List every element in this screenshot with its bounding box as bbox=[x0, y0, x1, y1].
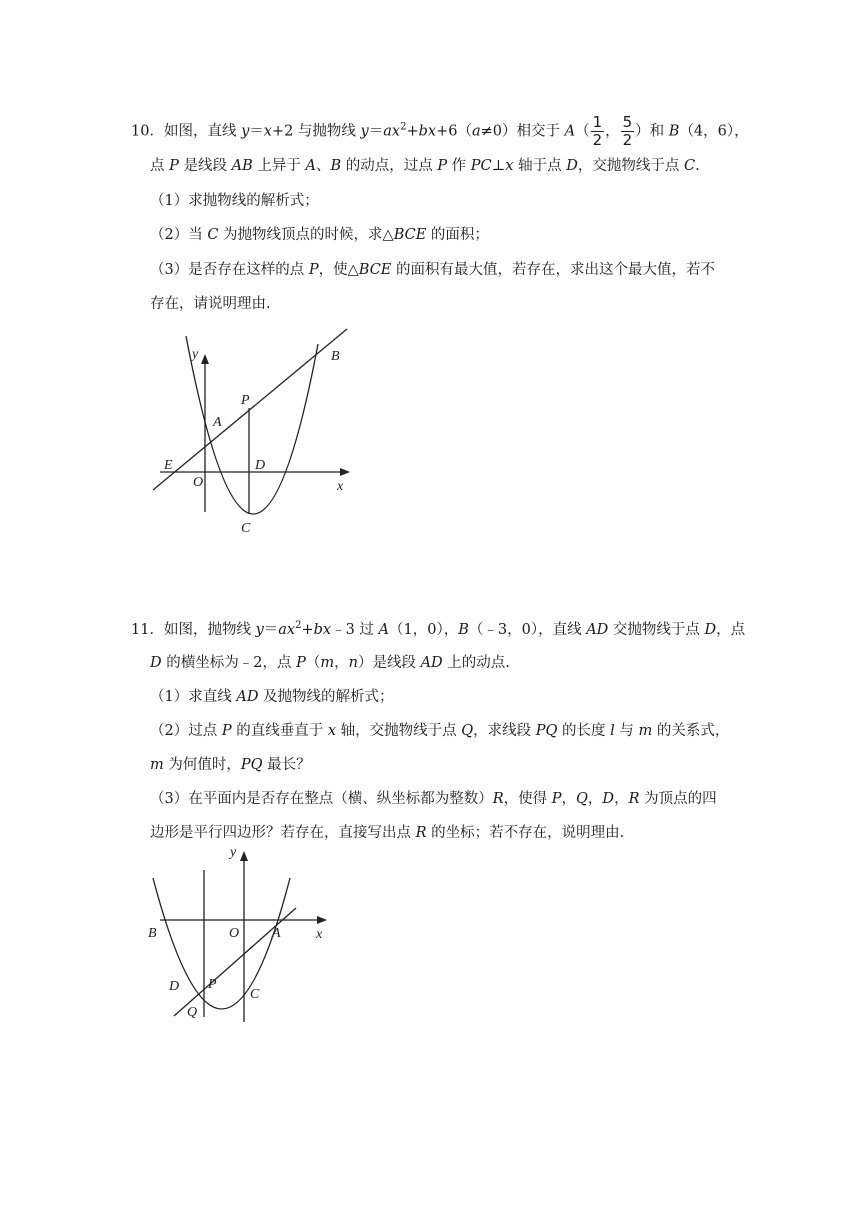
q10-text: ＝ bbox=[368, 123, 384, 140]
q10-text: ）和 bbox=[635, 123, 669, 140]
label-y: y bbox=[192, 347, 199, 362]
q10-text: 的动点，过点 bbox=[341, 158, 438, 174]
q11-text: 的关系式， bbox=[652, 723, 730, 739]
q10-text: ax bbox=[383, 123, 401, 140]
q11-text: 上的动点. bbox=[442, 655, 510, 671]
q11-text: Q bbox=[576, 791, 588, 807]
q10-text: x bbox=[505, 158, 514, 174]
q11-text: D bbox=[602, 791, 615, 807]
q11-text: bx bbox=[313, 622, 332, 638]
q10-text: 的面积有最大值，若存在，求出这个最大值，若不 bbox=[391, 262, 715, 278]
q11-text: 的坐标；若不存在，说明理由. bbox=[426, 825, 625, 841]
q11-text: 的横坐标为﹣2，点 bbox=[161, 655, 297, 671]
q11-text: Q bbox=[461, 723, 474, 739]
q11-text: A bbox=[378, 622, 390, 638]
q10-text: B bbox=[330, 158, 342, 174]
q11-text: P bbox=[296, 655, 306, 671]
q11-text: AD bbox=[420, 655, 443, 671]
q10-text: . bbox=[695, 158, 700, 174]
q11-text: R bbox=[492, 791, 504, 807]
q11-exponent: 2 bbox=[295, 620, 302, 631]
q10-text: ，使△ bbox=[318, 262, 359, 278]
q10-text: 的面积； bbox=[426, 227, 489, 243]
q10-text: （1）求抛物线的解析式； bbox=[150, 193, 319, 209]
q10-text: ，交抛物线于点 bbox=[577, 158, 684, 174]
label-c: C bbox=[241, 521, 251, 536]
fraction-denominator: 2 bbox=[592, 131, 603, 149]
q11-text: （1）求直线 bbox=[150, 689, 237, 705]
q10-text: 为抛物线顶点的时候，求△ bbox=[218, 227, 394, 243]
q11-text: 为顶点的四 bbox=[639, 791, 717, 807]
label-b: B bbox=[148, 926, 157, 941]
q10-text: bx bbox=[418, 123, 437, 140]
q10-text: ≠0）相交于 bbox=[480, 123, 565, 140]
q11-text: ，点 bbox=[716, 622, 746, 638]
q10-text: D bbox=[566, 158, 578, 174]
q10-text: 、 bbox=[315, 158, 331, 174]
q10-text: +2 与抛物线 bbox=[271, 123, 361, 140]
q10-text: A bbox=[305, 158, 316, 174]
fraction-numerator: 1 bbox=[592, 113, 603, 131]
q10-exponent: 2 bbox=[400, 121, 407, 133]
q11-text: （1，0）， bbox=[389, 622, 459, 638]
q11-text: 轴，交抛物线于点 bbox=[336, 723, 462, 739]
label-d: D bbox=[169, 979, 180, 994]
q10-text: AB bbox=[231, 158, 253, 174]
q10-text: 是线段 bbox=[178, 158, 232, 174]
q11-text: AD bbox=[586, 622, 609, 638]
q10-text: （3）是否存在这样的点 bbox=[150, 262, 309, 278]
q11-text: ， bbox=[614, 791, 629, 807]
q11-text: AD bbox=[236, 689, 259, 705]
q10-text: 轴于点 bbox=[513, 158, 567, 174]
q10-text: （2）当 bbox=[150, 227, 208, 243]
q11-text: 为何值时， bbox=[163, 757, 241, 773]
q10-text: P bbox=[169, 158, 179, 174]
q11-text: （ bbox=[305, 655, 321, 671]
q10-text: x bbox=[263, 123, 272, 140]
q11-text: （2）过点 bbox=[150, 723, 222, 739]
q10-text: a bbox=[471, 123, 481, 140]
q10-text: ＝ bbox=[249, 123, 264, 140]
q11-text: 11．如图，抛物线 bbox=[131, 622, 256, 638]
q10-text: 作 bbox=[447, 158, 471, 174]
q11-text: m bbox=[150, 757, 164, 773]
q11-text: D bbox=[150, 655, 162, 671]
x-axis-arrow bbox=[317, 916, 327, 924]
q11-text: P bbox=[221, 723, 232, 739]
line-ad bbox=[174, 908, 296, 1016]
q11-text: + bbox=[301, 622, 314, 638]
q11-text: 的长度 bbox=[557, 723, 611, 739]
label-x: x bbox=[316, 927, 323, 942]
q10-text: BCE bbox=[393, 227, 427, 243]
q11-diagram bbox=[153, 851, 327, 1022]
q10-text: 10．如图，直线 bbox=[131, 123, 242, 140]
q11-text: m bbox=[638, 723, 653, 739]
label-p: P bbox=[208, 977, 217, 992]
label-p: P bbox=[241, 393, 250, 408]
q10-text: B bbox=[668, 123, 680, 140]
q11-text: ， bbox=[587, 791, 603, 807]
q11-text: ，求线段 bbox=[473, 723, 536, 739]
q11-text: R bbox=[628, 791, 640, 807]
q11-text: （3）在平面内是否存在整点（横、纵坐标都为整数） bbox=[150, 791, 493, 807]
q11-text: y bbox=[255, 622, 264, 638]
q11-text: PQ bbox=[240, 757, 263, 773]
q11-text: ）是线段 bbox=[357, 655, 421, 671]
q10-text: 上异于 bbox=[252, 158, 306, 174]
q11-text: PQ bbox=[535, 723, 558, 739]
q10-text: ， bbox=[605, 123, 620, 140]
q11-text: ＝ bbox=[263, 622, 279, 638]
q11-text: 与 bbox=[614, 723, 639, 739]
label-c: C bbox=[250, 987, 260, 1002]
q10-text: C bbox=[683, 158, 696, 174]
q11-text: m bbox=[320, 655, 335, 671]
q10-text: PC bbox=[470, 158, 492, 174]
label-d: D bbox=[255, 458, 266, 473]
label-q: Q bbox=[187, 1005, 198, 1020]
q11-text: D bbox=[704, 622, 717, 638]
q11-text: n bbox=[348, 655, 358, 671]
q11-text: （﹣3，0），直线 bbox=[468, 622, 587, 638]
label-b: B bbox=[331, 349, 340, 364]
q11-text: ， bbox=[561, 791, 577, 807]
q11-text: 交抛物线于点 bbox=[608, 622, 705, 638]
label-x: x bbox=[337, 479, 344, 494]
q11-text: ax bbox=[278, 622, 296, 638]
q11-text: B bbox=[458, 622, 469, 638]
q11-text: ﹣3 过 bbox=[331, 622, 379, 638]
q10-text: （ bbox=[575, 123, 590, 140]
y-axis-arrow bbox=[240, 851, 248, 861]
label-a: A bbox=[272, 926, 281, 941]
fraction-numerator: 5 bbox=[622, 113, 633, 131]
q10-text: BCE bbox=[358, 262, 392, 278]
q10-text: 存在，请说明理由. bbox=[150, 296, 271, 312]
q10-text: （4，6）， bbox=[679, 123, 749, 140]
q10-text: A bbox=[564, 123, 576, 140]
q10-text: y bbox=[241, 123, 250, 140]
q11-text: 边形是平行四边形？若存在，直接写出点 bbox=[150, 825, 416, 841]
q10-text: +6（ bbox=[436, 123, 472, 140]
q10-text: C bbox=[207, 227, 219, 243]
q11-text: 及抛物线的解析式； bbox=[258, 689, 394, 705]
q11-text: ， bbox=[334, 655, 349, 671]
fraction-denominator: 2 bbox=[622, 131, 633, 149]
label-a: A bbox=[213, 415, 222, 430]
q11-text: l bbox=[610, 723, 615, 739]
label-o: O bbox=[193, 475, 204, 490]
q10-text: ⊥ bbox=[491, 158, 506, 174]
q11-text: P bbox=[551, 791, 562, 807]
q11-text: R bbox=[415, 825, 427, 841]
q11-text: ，使得 bbox=[503, 791, 552, 807]
q10-text: + bbox=[406, 123, 419, 140]
q10-text: P bbox=[437, 158, 448, 174]
q11-text: x bbox=[327, 723, 337, 739]
q10-text: P bbox=[308, 262, 319, 278]
q10-text: 点 bbox=[150, 158, 170, 174]
label-e: E bbox=[164, 458, 173, 473]
label-o: O bbox=[229, 926, 240, 941]
q11-text: 的直线垂直于 bbox=[231, 723, 328, 739]
label-y: y bbox=[230, 845, 237, 860]
q11-text: 最长？ bbox=[262, 757, 311, 773]
q10-text: y bbox=[360, 123, 369, 140]
